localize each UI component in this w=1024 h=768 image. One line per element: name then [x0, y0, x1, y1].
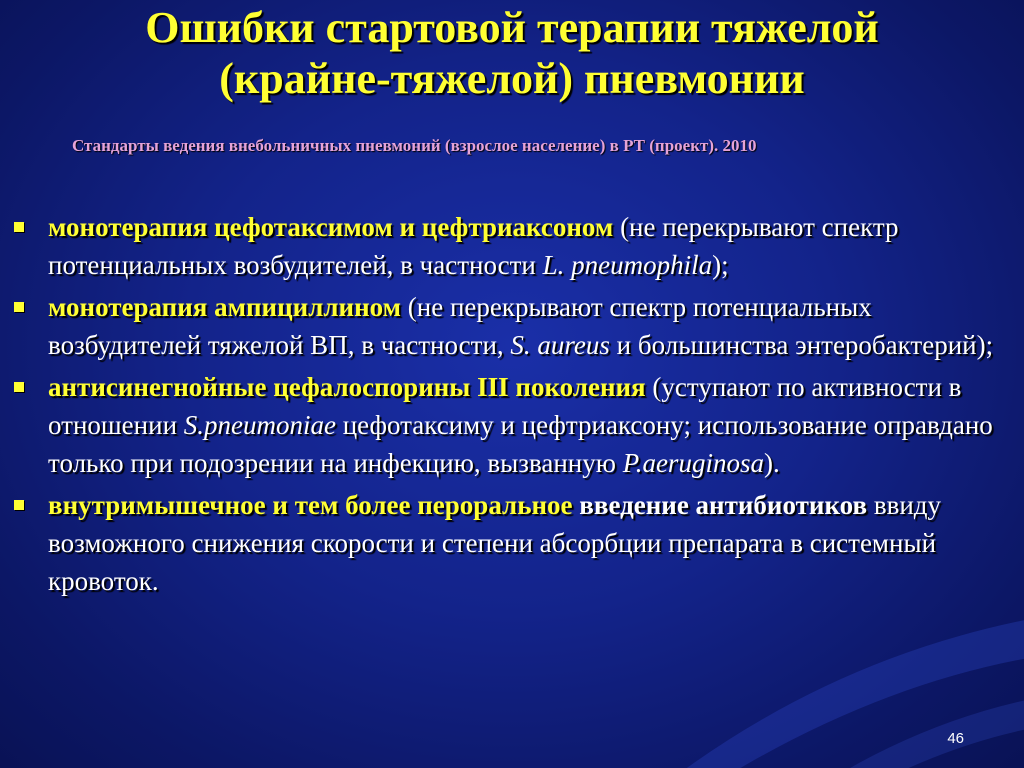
bullet-2-text-2: и большинства энтеробактерий); — [609, 330, 994, 360]
bullet-list — [0, 208, 1024, 604]
slide-title-line-2: (крайне-тяжелой) пневмонии — [219, 54, 805, 103]
slide-title — [0, 2, 1024, 104]
bullet-1-text-2: ); — [712, 250, 729, 280]
bullet-1-text-1: (не перекрывают спектр потенциальных возбудителей, в частности — [48, 212, 899, 280]
slide-title-line-1: Ошибки стартовой терапии тяжелой — [145, 3, 879, 52]
square-bullet-icon — [14, 222, 24, 232]
bullet-item-1 — [0, 208, 1024, 284]
square-bullet-icon — [14, 382, 24, 392]
bullet-4-text-1: ввиду возможного снижения скорости и степени абсорбции препарата в системный кровоток. — [48, 490, 942, 596]
bullet-3-text-1: (уступают по активности в отношении — [48, 372, 962, 440]
square-bullet-icon — [14, 302, 24, 312]
bullet-3-text-2: цефотаксиму и цефтриаксону; использование оправдано только при подозрении на инфекцию, вызванную — [48, 410, 993, 478]
bullet-item-3 — [0, 368, 1024, 482]
bullet-3-italic-1: S.pneumoniae — [183, 410, 336, 440]
bullet-4-highlight: внутримышечное и тем более пероральное — [48, 490, 573, 520]
bullet-item-2 — [0, 288, 1024, 364]
bullet-item-4 — [0, 486, 1024, 600]
square-bullet-icon — [14, 500, 24, 510]
bullet-2-italic-1: S. aureus — [510, 330, 610, 360]
bullet-1-italic-1: L. pneumophila — [542, 250, 713, 280]
bullet-2-text-1: (не перекрывают спектр потенциальных возбудителей тяжелой ВП, в частности, — [48, 292, 872, 360]
bullet-3-highlight: антисинегнойные цефалоспорины III поколения — [48, 372, 646, 402]
slide-subtitle: Стандарты ведения внебольничных пневмоний (взрослое население) в РТ (проект). 2010 — [72, 136, 757, 155]
bullet-3-text-3: ). — [763, 448, 780, 478]
page-number: 46 — [947, 730, 964, 747]
bullet-4-bold-1: введение антибиотиков — [572, 490, 868, 520]
bullet-3-italic-2: P.aeruginosa — [622, 448, 764, 478]
bullet-2-highlight: монотерапия ампициллином — [48, 292, 402, 322]
bullet-1-highlight: монотерапия цефотаксимом и цефтриаксоном — [48, 212, 614, 242]
